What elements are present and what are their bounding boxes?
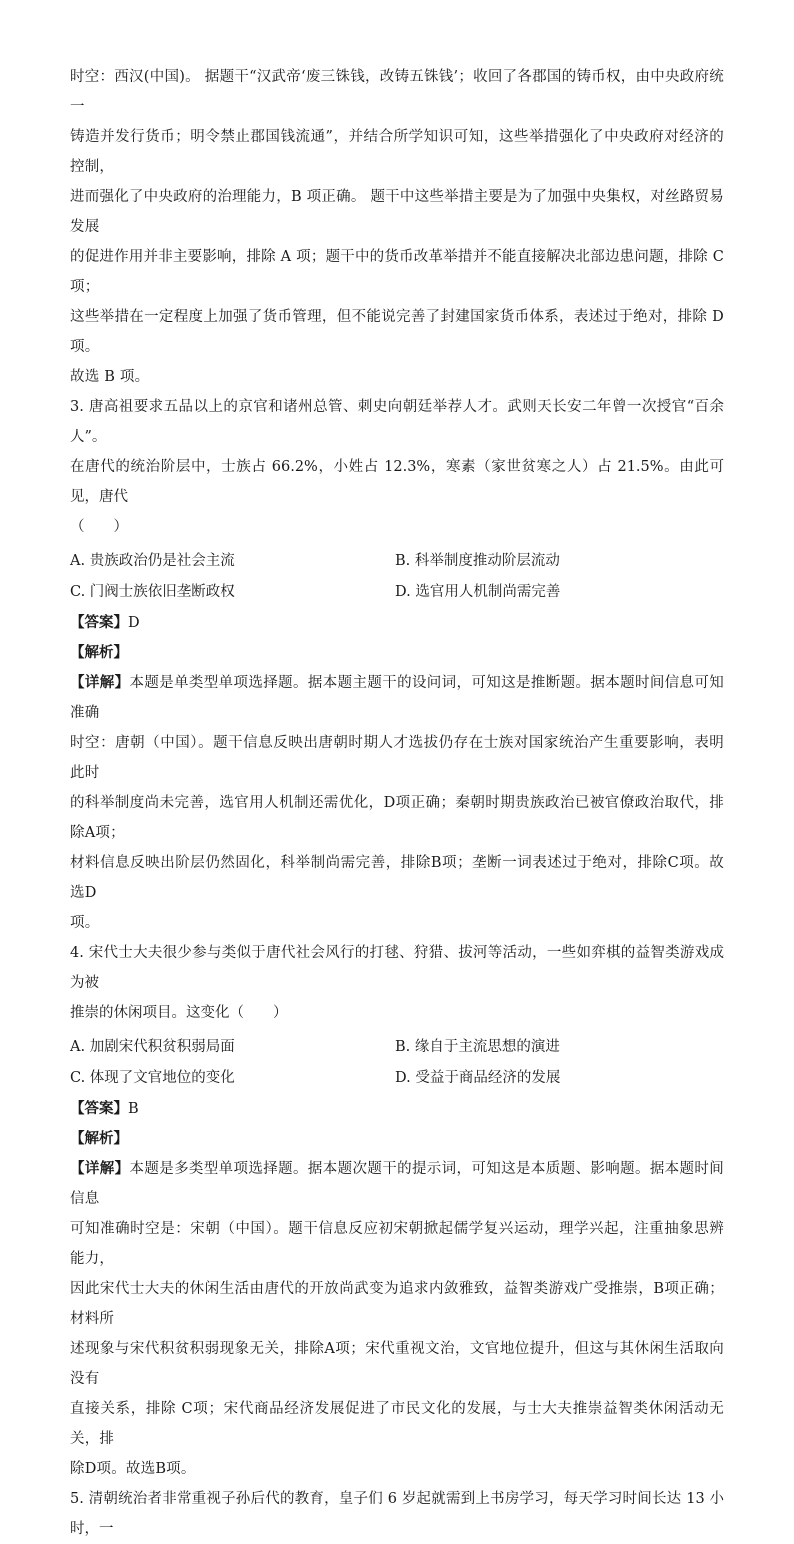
analysis-line (70, 1124, 724, 1154)
option-b: B. 科举制度推动阶层流动 (395, 553, 560, 569)
answer-line (70, 608, 724, 638)
answer-options (70, 1032, 724, 1094)
question-stem-line: （ ） (70, 519, 128, 535)
analysis-line (70, 638, 724, 668)
detail-line: 直接关系，排除 C项；宋代商品经济发展促进了市民文化的发展，与士大夫推崇益智类休闲活动无关，排 (70, 1401, 724, 1447)
prev-explanation (70, 62, 724, 392)
text-line: 时空：西汉(中国)。 据题干“汉武帝‘废三铢钱，改铸五铢钱’；收回了各郡国的铸币权，由中央政府统一 (70, 69, 724, 115)
detail-line: 可知准确时空是：宋朝（中国）。题干信息反应初宋朝掀起儒学复兴运动，理学兴起，注重抽象思辨能力， (70, 1221, 724, 1267)
option-c: C. 门阀士族依旧垄断政权 (70, 584, 235, 600)
detail-line: 的科举制度尚未完善，选官用人机制还需优化，D项正确；秦朝时期贵族政治已被官僚政治取代，排除A项； (70, 795, 724, 841)
option-c: C. 体现了文官地位的变化 (70, 1070, 235, 1086)
answer-value: B (128, 1101, 139, 1117)
option-a: A. 贵族政治仍是社会主流 (70, 553, 235, 569)
detail-tag: 【详解】 (70, 1160, 130, 1177)
text-line: 故选 B 项。 (70, 369, 150, 385)
text-line: 的促进作用并非主要影响，排除 A 项；题干中的货币改革举措并不能直接解决北部边患问题，排除 C 项； (70, 249, 724, 295)
question-4 (70, 938, 724, 1484)
question-stem-line: 推崇的休闲项目。这变化（ ） (70, 1005, 288, 1021)
detail-line: 【详解】本题是单类型单项选择题。据本题主题干的设问词，可知这是推断题。据本题时间信息可知准确 (70, 674, 724, 721)
question-5 (70, 1484, 724, 1544)
analysis-tag: 【解析】 (70, 644, 128, 661)
analysis-tag: 【解析】 (70, 1130, 128, 1147)
detail-line: 除D项。故选B项。 (70, 1461, 196, 1477)
detail-line: 时空：唐朝（中国）。题干信息反映出唐朝时期人才选拔仍存在士族对国家统治产生重要影响，表明此时 (70, 735, 724, 781)
answer-value: D (128, 615, 140, 631)
answer-line (70, 1094, 724, 1124)
option-a: A. 加剧宋代积贫积弱局面 (70, 1039, 235, 1055)
detail-tag: 【详解】 (70, 674, 130, 691)
question-stem-line: 4. 宋代士大夫很少参与类似于唐代社会风行的打毬、狩猎、拔河等活动，一些如弈棋的益智类游戏成为被 (70, 945, 724, 991)
text-line: 进而强化了中央政府的治理能力，B 项正确。 题干中这些举措主要是为了加强中央集权，对丝路贸易发展 (70, 189, 724, 235)
text-line: 这些举措在一定程度上加强了货币管理，但不能说完善了封建国家货币体系，表述过于绝对，排除 D 项。 (70, 309, 724, 355)
detail-line: 【详解】本题是多类型单项选择题。据本题次题干的提示词，可知这是本质题、影响题。据本题时间信息 (70, 1160, 724, 1207)
detail-line: 材料信息反映出阶层仍然固化，科举制尚需完善，排除B项；垄断一词表述过于绝对，排除C项。故选D (70, 855, 724, 901)
answer-tag: 【答案】 (70, 1100, 128, 1117)
question-stem-line: 5. 清朝统治者非常重视子孙后代的教育，皇子们 6 岁起就需到上书房学习，每天学习时间长达 13 小时，一 (70, 1491, 724, 1537)
question-stem-line: 在唐代的统治阶层中，士族占 66.2%，小姓占 12.3%，寒素（家世贫寒之人）占 21.5%。由此可见，唐代 (70, 459, 724, 505)
detail-line: 因此宋代士大夫的休闲生活由唐代的开放尚武变为追求内敛雅致，益智类游戏广受推崇，B项正确；材料所 (70, 1281, 724, 1327)
detail-line: 项。 (70, 915, 100, 931)
question-stem-line: 3. 唐高祖要求五品以上的京官和诸州总管、刺史向朝廷举荐人才。武则天长安二年曾一次授官“百余人”。 (70, 399, 724, 445)
option-d: D. 受益于商品经济的发展 (395, 1070, 561, 1086)
text-line: 铸造并发行货币；明令禁止郡国钱流通”，并结合所学知识可知，这些举措强化了中央政府对经济的控制， (70, 129, 724, 175)
option-d: D. 选官用人机制尚需完善 (395, 584, 561, 600)
answer-tag: 【答案】 (70, 614, 128, 631)
answer-options (70, 546, 724, 608)
option-b: B. 缘自于主流思想的演进 (395, 1039, 560, 1055)
detail-line: 述现象与宋代积贫积弱现象无关，排除A项；宋代重视文治，文官地位提升，但这与其休闲生活取向没有 (70, 1341, 724, 1387)
question-3 (70, 392, 724, 938)
